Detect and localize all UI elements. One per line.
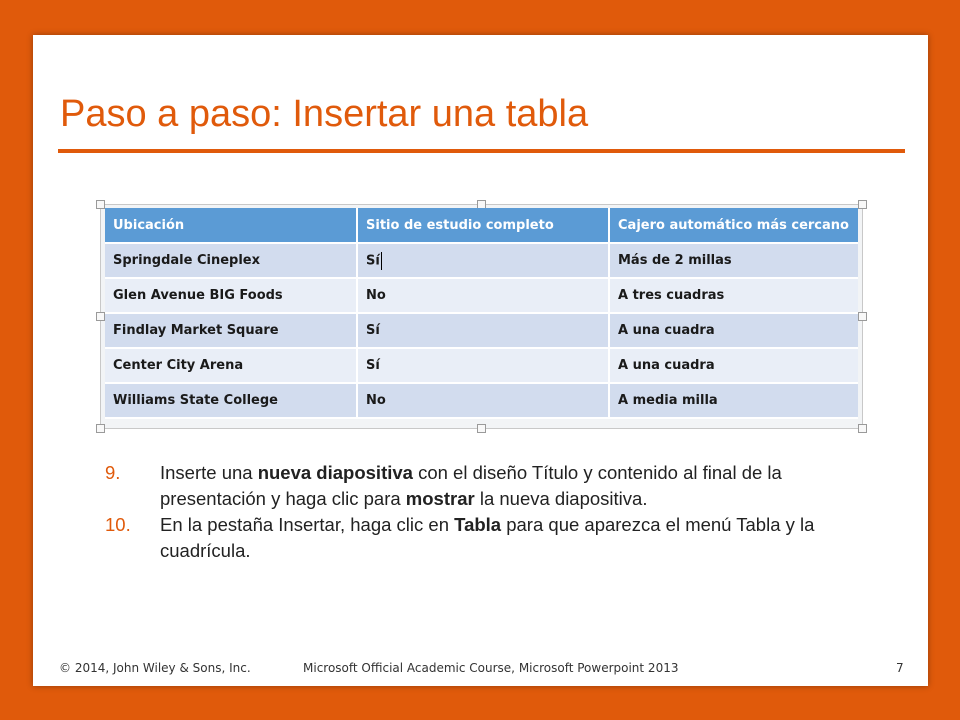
- table-cell[interactable]: No: [357, 383, 609, 418]
- step-item: [105, 460, 865, 512]
- table-cell[interactable]: Center City Arena: [105, 348, 357, 383]
- step-text-part: para que aparezca el menú Tabla y la cuadrícula.: [160, 514, 815, 561]
- footer-copyright: © 2014, John Wiley & Sons, Inc.: [59, 661, 251, 675]
- resize-handle-bottom-center[interactable]: [477, 424, 486, 433]
- table-row: [105, 383, 858, 418]
- resize-handle-top-right[interactable]: [858, 200, 867, 209]
- table-cell[interactable]: Más de 2 millas: [609, 243, 858, 278]
- step-text-part: la nueva diapositiva.: [474, 488, 648, 509]
- table-selection-frame[interactable]: [100, 204, 863, 429]
- table-header-row: [105, 208, 858, 243]
- table-cell[interactable]: Sí: [357, 313, 609, 348]
- table-cell[interactable]: A una cuadra: [609, 348, 858, 383]
- table-row: [105, 348, 858, 383]
- step-text: [160, 460, 865, 512]
- table-header-cell[interactable]: Cajero automático más cercano: [609, 208, 858, 243]
- resize-handle-bottom-right[interactable]: [858, 424, 867, 433]
- resize-handle-bottom-left[interactable]: [96, 424, 105, 433]
- step-number: 10.: [105, 514, 131, 535]
- step-number: 9.: [105, 462, 121, 483]
- footer-course: Microsoft Official Academic Course, Microsoft Powerpoint 2013: [303, 661, 679, 675]
- table-cell-text: Sí: [366, 253, 380, 268]
- table-cell[interactable]: A una cuadra: [609, 313, 858, 348]
- table-cell[interactable]: No: [357, 278, 609, 313]
- resize-handle-top-left[interactable]: [96, 200, 105, 209]
- table-cell[interactable]: [357, 243, 609, 278]
- steps-list: [105, 460, 865, 564]
- table-cell[interactable]: Springdale Cineplex: [105, 243, 357, 278]
- step-text: [160, 512, 865, 564]
- footer-page-number: 7: [896, 661, 904, 675]
- text-cursor: [381, 252, 382, 270]
- resize-handle-middle-right[interactable]: [858, 312, 867, 321]
- data-table[interactable]: [105, 208, 858, 419]
- table-row: [105, 313, 858, 348]
- table-cell[interactable]: A media milla: [609, 383, 858, 418]
- resize-handle-middle-left[interactable]: [96, 312, 105, 321]
- slide-title: Paso a paso: Insertar una tabla: [60, 93, 589, 135]
- step-text-bold: Tabla: [454, 514, 502, 535]
- step-text-part: En la pestaña Insertar, haga clic en: [160, 514, 455, 535]
- table-header-cell[interactable]: Ubicación: [105, 208, 357, 243]
- table-cell[interactable]: Sí: [357, 348, 609, 383]
- table-cell[interactable]: A tres cuadras: [609, 278, 858, 313]
- table-cell[interactable]: Glen Avenue BIG Foods: [105, 278, 357, 313]
- step-text-bold: nueva diapositiva: [257, 462, 413, 483]
- step-text-part: con el diseño Título y contenido al final de la presentación y haga clic para: [160, 462, 782, 509]
- table-row: [105, 243, 858, 278]
- step-text-part: Inserte una: [160, 462, 258, 483]
- step-text-bold: mostrar: [405, 488, 475, 509]
- table-cell[interactable]: Williams State College: [105, 383, 357, 418]
- table-header-cell[interactable]: Sitio de estudio completo: [357, 208, 609, 243]
- table-cell[interactable]: Findlay Market Square: [105, 313, 357, 348]
- step-item: [105, 512, 865, 564]
- slide: [33, 35, 928, 686]
- table-row: [105, 278, 858, 313]
- title-underline: [58, 149, 905, 153]
